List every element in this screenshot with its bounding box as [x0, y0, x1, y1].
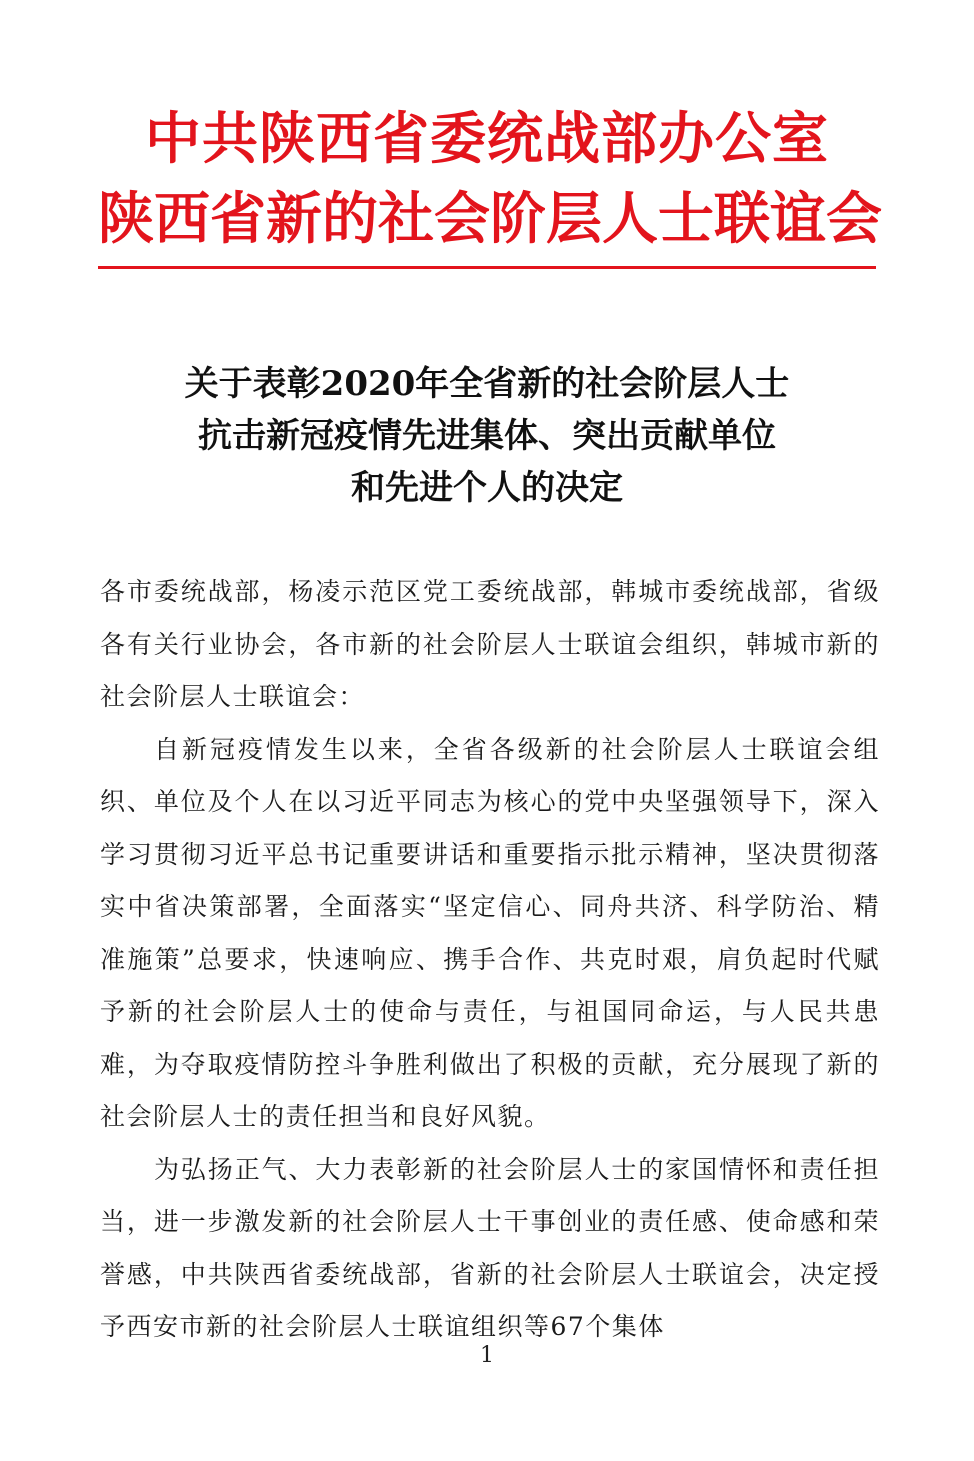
document-header [98, 100, 882, 260]
title-line-3: 和先进个人的决定 [351, 468, 623, 508]
salutation-paragraph: 各市委统战部，杨凌示范区党工委统战部，韩城市委统战部，省级各有关行业协会，各市新的社会阶层人士联谊会组织，韩城市新的社会阶层人士联谊会： [100, 577, 880, 711]
document-body [100, 566, 880, 1354]
issuer-name-primary: 中共陕西省委统战部办公室 [145, 107, 829, 172]
document-title [60, 358, 914, 514]
page-number: 1 [480, 1343, 494, 1368]
title-line-2: 抗击新冠疫情先进集体、突出贡献单位 [198, 416, 776, 456]
title-line-1: 关于表彰2020年全省新的社会阶层人士 [184, 364, 790, 404]
issuer-name-secondary: 陕西省新的社会阶层人士联谊会 [98, 187, 882, 252]
header-divider [98, 266, 876, 269]
body-paragraph-2: 为弘扬正气、大力表彰新的社会阶层人士的家国情怀和责任担当，进一步激发新的社会阶层人士干事创业的责任感、使命感和荣誉感，中共陕西省委统战部，省新的社会阶层人士联谊会，决定授予西安市新的社会阶层人士联谊组织等67个集体 [100, 1154, 880, 1341]
body-paragraph-1: 自新冠疫情发生以来，全省各级新的社会阶层人士联谊会组织、单位及个人在以习近平同志为核心的党中央坚强领导下，深入学习贯彻习近平总书记重要讲话和重要指示批示精神，坚决贯彻落实中省决策部署，全面落实“坚定信心、同舟共济、科学防治、精准施策”总要求，快速响应、携手合作、共克时艰，肩负起时代赋予新的社会阶层人士的使命与责任，与祖国同命运，与人民共患难，为夺取疫情防控斗争胜利做出了积极的贡献，充分展现了新的社会阶层人士的责任担当和良好风貌。 [100, 734, 880, 1131]
